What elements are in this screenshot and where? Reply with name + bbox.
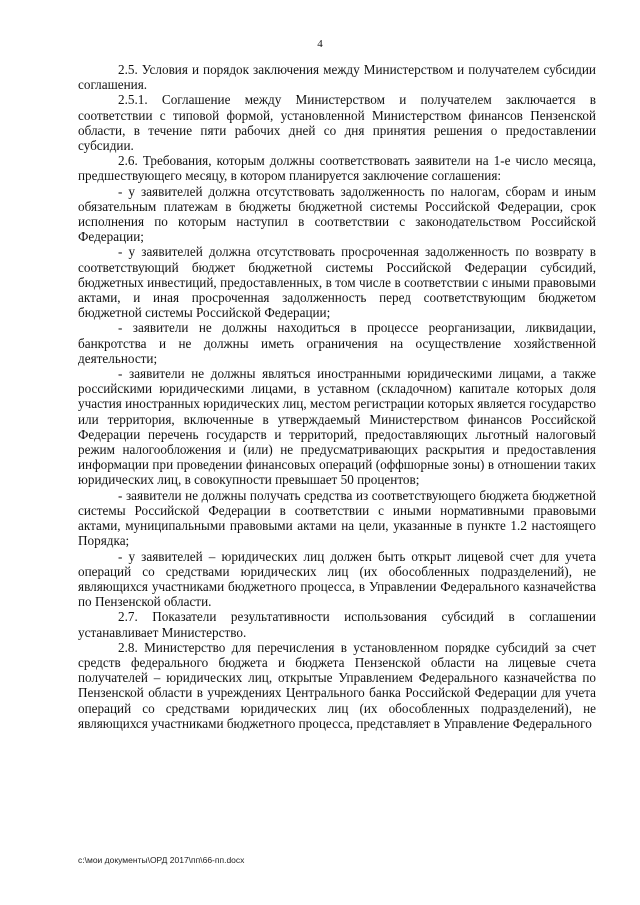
requirement-item: - у заявителей должна отсутствовать задолженность по налогам, сборам и иным обязательным платежам в бюджеты бюджетной системы Российской Федерации, срок исполнения по которым наступил в соответствии с законодательством Российской Федерации; <box>78 183 596 245</box>
page-number: 4 <box>317 38 323 50</box>
paragraph-2-6: 2.6. Требования, которым должны соответствовать заявители на 1-е число месяца, предшествующего месяцу, в котором планируется заключение соглашения: <box>78 153 596 184</box>
paragraph-2-5-1: 2.5.1. Соглашение между Министерством и получателем заключается в соответствии с типовой формой, установленной Министерством финансов Пензенской области, в течение пяти рабочих дней со дня принятия решения о предоставлении субсидии. <box>78 92 596 154</box>
paragraph-2-5: 2.5. Условия и порядок заключения между Министерством и получателем субсидии соглашения. <box>78 62 596 93</box>
paragraph-2-8: 2.8. Министерство для перечисления в установленном порядке субсидий за счет средств федерального бюджета и бюджета Пензенской области на лицевые счета получателей – юридических лиц, открытые Управлением Федерального казначейства по Пензенской области в учреждениях Центрального банка Российской Федерации для учета операций со средствами юридических лиц (их обособленных подразделений), не являющихся участниками бюджетного процесса, представляет в Управление Федерального <box>78 639 596 731</box>
requirement-item: - заявители не должны находиться в процессе реорганизации, ликвидации, банкротства и не должны иметь ограничения на осуществление хозяйственной деятельности; <box>78 320 596 366</box>
requirement-item: - у заявителей должна отсутствовать просроченная задолженность по возврату в соответствующий бюджет бюджетной системы Российской Федерации субсидий, бюджетных инвестиций, предоставленных, в том числе в соответствии с иными правовыми актами, и иная просроченная задолженность перед соответствующим бюджетом бюджетной системы Российской Федерации; <box>78 244 596 321</box>
requirement-item: - заявители не должны получать средства из соответствующего бюджета бюджетной системы Российской Федерации в соответствии с иными нормативными правовыми актами, муниципальными правовыми актами на цели, указанные в пункте 1.2 настоящего Порядка; <box>78 487 596 549</box>
document-body <box>78 62 596 731</box>
requirement-item: - у заявителей – юридических лиц должен быть открыт лицевой счет для учета операций со средствами юридических лиц (их обособленных подразделений), не являющихся участниками бюджетного процесса, в Управлении Федерального казначейства по Пензенской области. <box>78 548 596 610</box>
paragraph-2-7: 2.7. Показатели результативности использования субсидий в соглашении устанавливает Министерство. <box>78 609 596 640</box>
requirement-item: - заявители не должны являться иностранными юридическими лицами, а также российскими юридическими лицами, в уставном (складочном) капитале которых доля участия иностранных юридических лиц, местом регистрации которых является государство или территория, включенные в утверждаемый Министерством финансов Российской Федерации перечень государств и территорий, предоставляющих льготный налоговый режим налогообложения и (или) не предусматривающих раскрытия и предоставления информации при проведении финансовых операций (оффшорные зоны) в отношении таких юридических лиц, в совокупности превышает 50 процентов; <box>78 366 596 488</box>
footer-file-path: c:\мои документы\ОРД 2017\пп\66-пп.docx <box>78 855 245 865</box>
